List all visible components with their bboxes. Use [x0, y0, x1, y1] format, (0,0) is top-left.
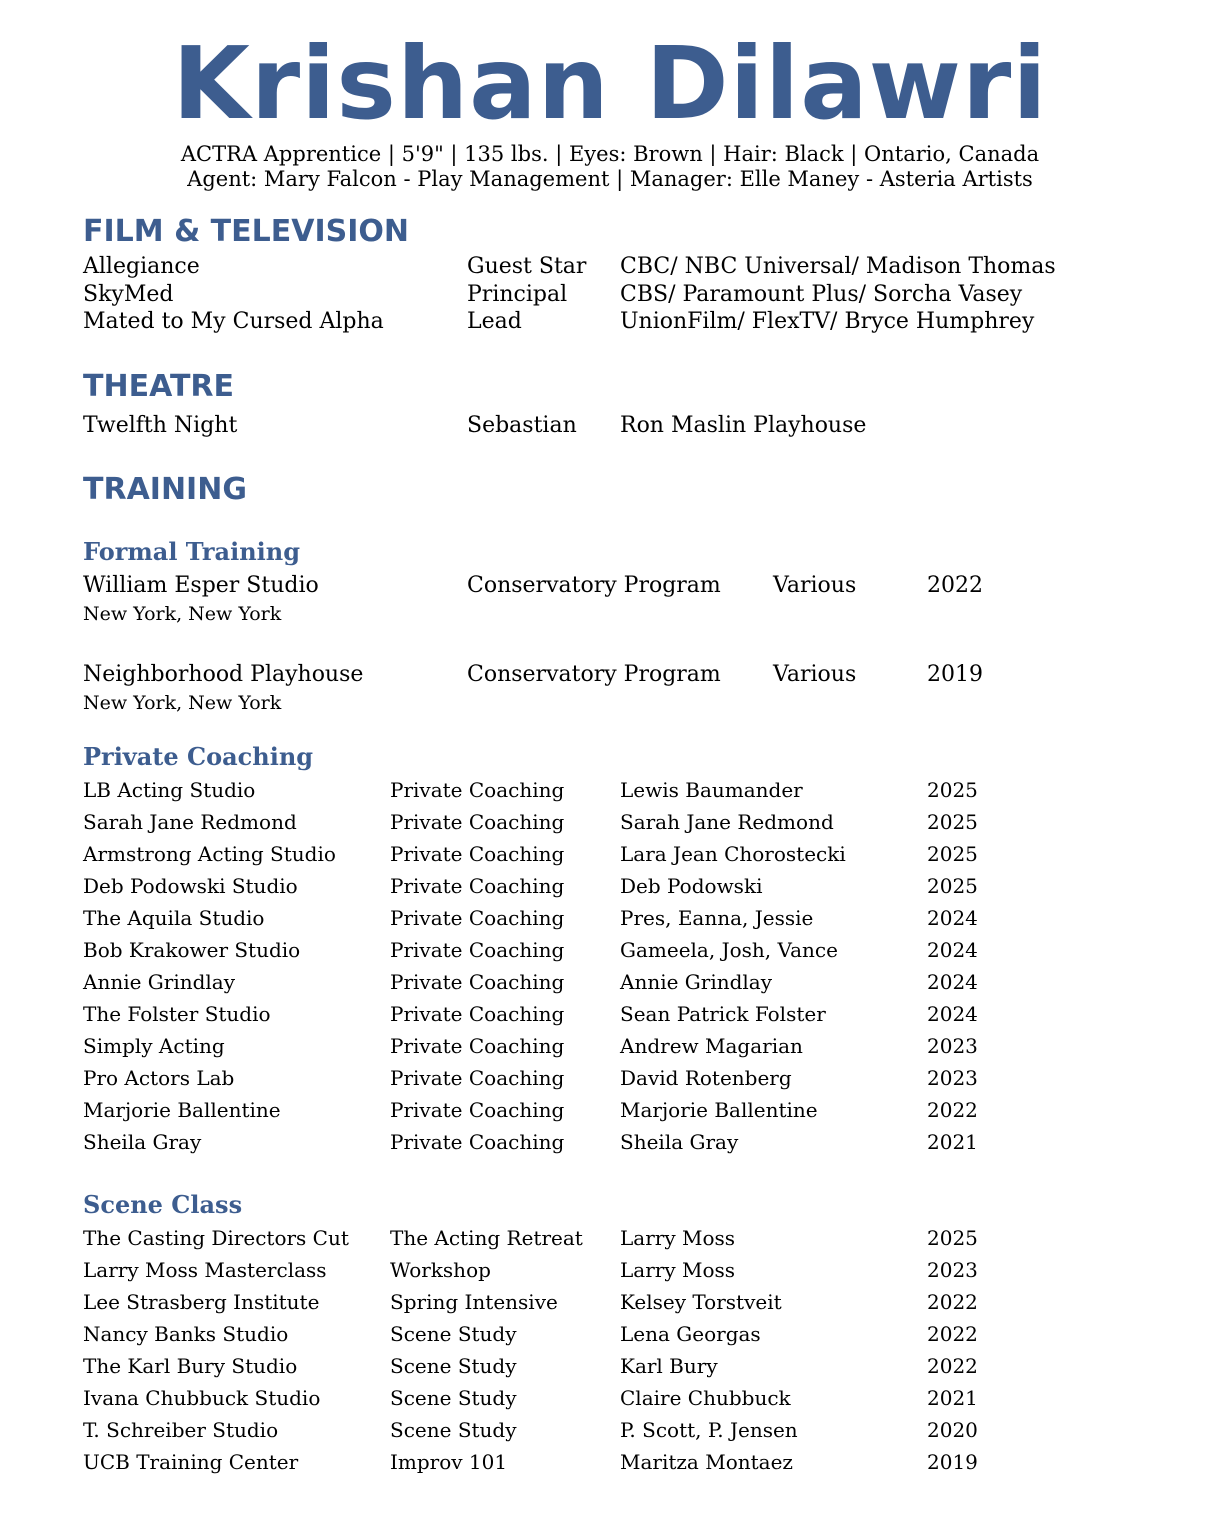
formal-training-heading: Formal Training: [83, 537, 301, 566]
teacher-name: Various: [773, 573, 857, 598]
training-row: [0, 905, 1220, 935]
training-row: [0, 873, 1220, 903]
studio-name: Lee Strasberg Institute: [83, 1290, 320, 1314]
credit-company: UnionFilm/ FlexTV/ Bryce Humphrey: [620, 309, 1035, 334]
coach-name: Sean Patrick Folster: [620, 1002, 826, 1026]
training-row: [0, 1321, 1220, 1351]
credit-row: [0, 412, 1220, 442]
studio-name: T. Schreiber Studio: [83, 1418, 279, 1442]
training-row: [0, 1097, 1220, 1127]
class-type: Private Coaching: [390, 1130, 565, 1154]
class-type: Private Coaching: [390, 906, 565, 930]
training-row: [0, 809, 1220, 839]
year: 2023: [927, 1258, 978, 1282]
coach-name: Sarah Jane Redmond: [620, 810, 834, 834]
coach-name: Claire Chubbuck: [620, 1386, 791, 1410]
credit-row: [0, 308, 1220, 338]
training-row: [0, 1289, 1220, 1319]
credit-company: CBS/ Paramount Plus/ Sorcha Vasey: [620, 282, 1023, 307]
credit-company: Ron Maslin Playhouse: [620, 413, 867, 438]
year: 2025: [927, 778, 978, 802]
class-type: Private Coaching: [390, 1066, 565, 1090]
studio-name: Sheila Gray: [83, 1130, 202, 1154]
studio-name: Deb Podowski Studio: [83, 874, 298, 898]
coach-name: Lara Jean Chorostecki: [620, 842, 846, 866]
studio-name: Marjorie Ballentine: [83, 1098, 281, 1122]
studio-name: Pro Actors Lab: [83, 1066, 235, 1090]
class-type: Private Coaching: [390, 778, 565, 802]
coach-name: Larry Moss: [620, 1258, 736, 1282]
credit-role: Guest Star: [467, 254, 587, 279]
private-coaching-heading: Private Coaching: [83, 742, 314, 771]
studio-name: Larry Moss Masterclass: [83, 1258, 327, 1282]
studio-name: Armstrong Acting Studio: [83, 842, 336, 866]
representation-line: Agent: Mary Falcon - Play Management | Manager: Elle Maney - Asteria Artists: [187, 167, 1033, 191]
class-type: Private Coaching: [390, 1002, 565, 1026]
stats-line: ACTRA Apprentice | 5'9" | 135 lbs. | Eyes: Brown | Hair: Black | Ontario, Canada: [180, 142, 1040, 166]
studio-name: UCB Training Center: [83, 1450, 299, 1474]
training-row: [0, 572, 1220, 602]
class-type: Spring Intensive: [390, 1290, 558, 1314]
year: 2021: [927, 1130, 978, 1154]
training-row: [0, 1353, 1220, 1383]
year: 2025: [927, 874, 978, 898]
training-row: [0, 1257, 1220, 1287]
class-type: Private Coaching: [390, 810, 565, 834]
school-location: New York, New York: [83, 692, 282, 714]
training-row: [0, 1001, 1220, 1031]
year: 2022: [927, 1322, 978, 1346]
film-tv-heading: FILM & TELEVISION: [83, 214, 410, 249]
training-row: [0, 1449, 1220, 1479]
credit-title: Allegiance: [83, 254, 200, 279]
studio-name: The Karl Bury Studio: [83, 1354, 298, 1378]
credit-title: Mated to My Cursed Alpha: [83, 309, 384, 334]
year: 2019: [927, 1450, 978, 1474]
school-name: William Esper Studio: [83, 573, 319, 598]
school-name: Neighborhood Playhouse: [83, 662, 364, 687]
coach-name: Pres, Eanna, Jessie: [620, 906, 814, 930]
year: 2022: [927, 1290, 978, 1314]
class-type: Private Coaching: [390, 938, 565, 962]
credit-title: Twelfth Night: [83, 413, 238, 438]
training-row: [0, 937, 1220, 967]
training-heading: TRAINING: [83, 472, 247, 507]
training-row: [0, 1065, 1220, 1095]
coach-name: P. Scott, P. Jensen: [620, 1418, 798, 1442]
actor-name: Krishan Dilawri: [172, 25, 1048, 142]
training-row: [0, 1033, 1220, 1063]
year: 2024: [927, 1002, 978, 1026]
studio-name: LB Acting Studio: [83, 778, 256, 802]
training-row: [0, 1129, 1220, 1159]
class-type: Private Coaching: [390, 1034, 565, 1058]
program-name: Conservatory Program: [467, 662, 721, 687]
coach-name: Annie Grindlay: [620, 970, 773, 994]
class-type: Workshop: [390, 1258, 491, 1282]
credit-role: Lead: [467, 309, 522, 334]
year: 2019: [927, 662, 983, 687]
studio-name: Nancy Banks Studio: [83, 1322, 289, 1346]
credit-row: [0, 253, 1220, 283]
school-location: New York, New York: [83, 603, 282, 625]
studio-name: Sarah Jane Redmond: [83, 810, 297, 834]
coach-name: Karl Bury: [620, 1354, 718, 1378]
coach-name: David Rotenberg: [620, 1066, 792, 1090]
studio-name: The Aquila Studio: [83, 906, 265, 930]
credit-title: SkyMed: [83, 282, 174, 307]
year: 2020: [927, 1418, 978, 1442]
year: 2022: [927, 573, 983, 598]
coach-name: Kelsey Torstveit: [620, 1290, 782, 1314]
training-row: [0, 661, 1220, 691]
teacher-name: Various: [773, 662, 857, 687]
class-type: Scene Study: [390, 1354, 517, 1378]
year: 2024: [927, 906, 978, 930]
year: 2024: [927, 938, 978, 962]
studio-name: Simply Acting: [83, 1034, 225, 1058]
coach-name: Gameela, Josh, Vance: [620, 938, 838, 962]
class-type: Private Coaching: [390, 842, 565, 866]
studio-name: The Casting Directors Cut: [83, 1226, 349, 1250]
training-row: [0, 1385, 1220, 1415]
studio-name: Annie Grindlay: [83, 970, 236, 994]
program-name: Conservatory Program: [467, 573, 721, 598]
class-type: The Acting Retreat: [390, 1226, 583, 1250]
year: 2023: [927, 1066, 978, 1090]
training-row: [0, 969, 1220, 999]
class-type: Scene Study: [390, 1322, 517, 1346]
class-type: Scene Study: [390, 1418, 517, 1442]
coach-name: Deb Podowski: [620, 874, 763, 898]
class-type: Private Coaching: [390, 970, 565, 994]
studio-name: Bob Krakower Studio: [83, 938, 301, 962]
coach-name: Marjorie Ballentine: [620, 1098, 818, 1122]
coach-name: Larry Moss: [620, 1226, 736, 1250]
credit-row: [0, 281, 1220, 311]
credit-role: Principal: [467, 282, 568, 307]
year: 2022: [927, 1098, 978, 1122]
coach-name: Maritza Montaez: [620, 1450, 793, 1474]
training-row: [0, 841, 1220, 871]
year: 2024: [927, 970, 978, 994]
year: 2025: [927, 810, 978, 834]
year: 2021: [927, 1386, 978, 1410]
coach-name: Andrew Magarian: [620, 1034, 803, 1058]
studio-name: Ivana Chubbuck Studio: [83, 1386, 321, 1410]
year: 2023: [927, 1034, 978, 1058]
credit-company: CBC/ NBC Universal/ Madison Thomas: [620, 254, 1056, 279]
theatre-heading: THEATRE: [83, 369, 235, 404]
training-row: [0, 1417, 1220, 1447]
class-type: Private Coaching: [390, 1098, 565, 1122]
credit-role: Sebastian: [467, 413, 577, 438]
coach-name: Lena Georgas: [620, 1322, 761, 1346]
year: 2025: [927, 1226, 978, 1250]
year: 2022: [927, 1354, 978, 1378]
class-type: Private Coaching: [390, 874, 565, 898]
studio-name: The Folster Studio: [83, 1002, 271, 1026]
training-row: [0, 777, 1220, 807]
scene-class-heading: Scene Class: [83, 1190, 243, 1219]
class-type: Improv 101: [390, 1450, 508, 1474]
class-type: Scene Study: [390, 1386, 517, 1410]
year: 2025: [927, 842, 978, 866]
coach-name: Sheila Gray: [620, 1130, 739, 1154]
training-row: [0, 1225, 1220, 1255]
coach-name: Lewis Baumander: [620, 778, 803, 802]
